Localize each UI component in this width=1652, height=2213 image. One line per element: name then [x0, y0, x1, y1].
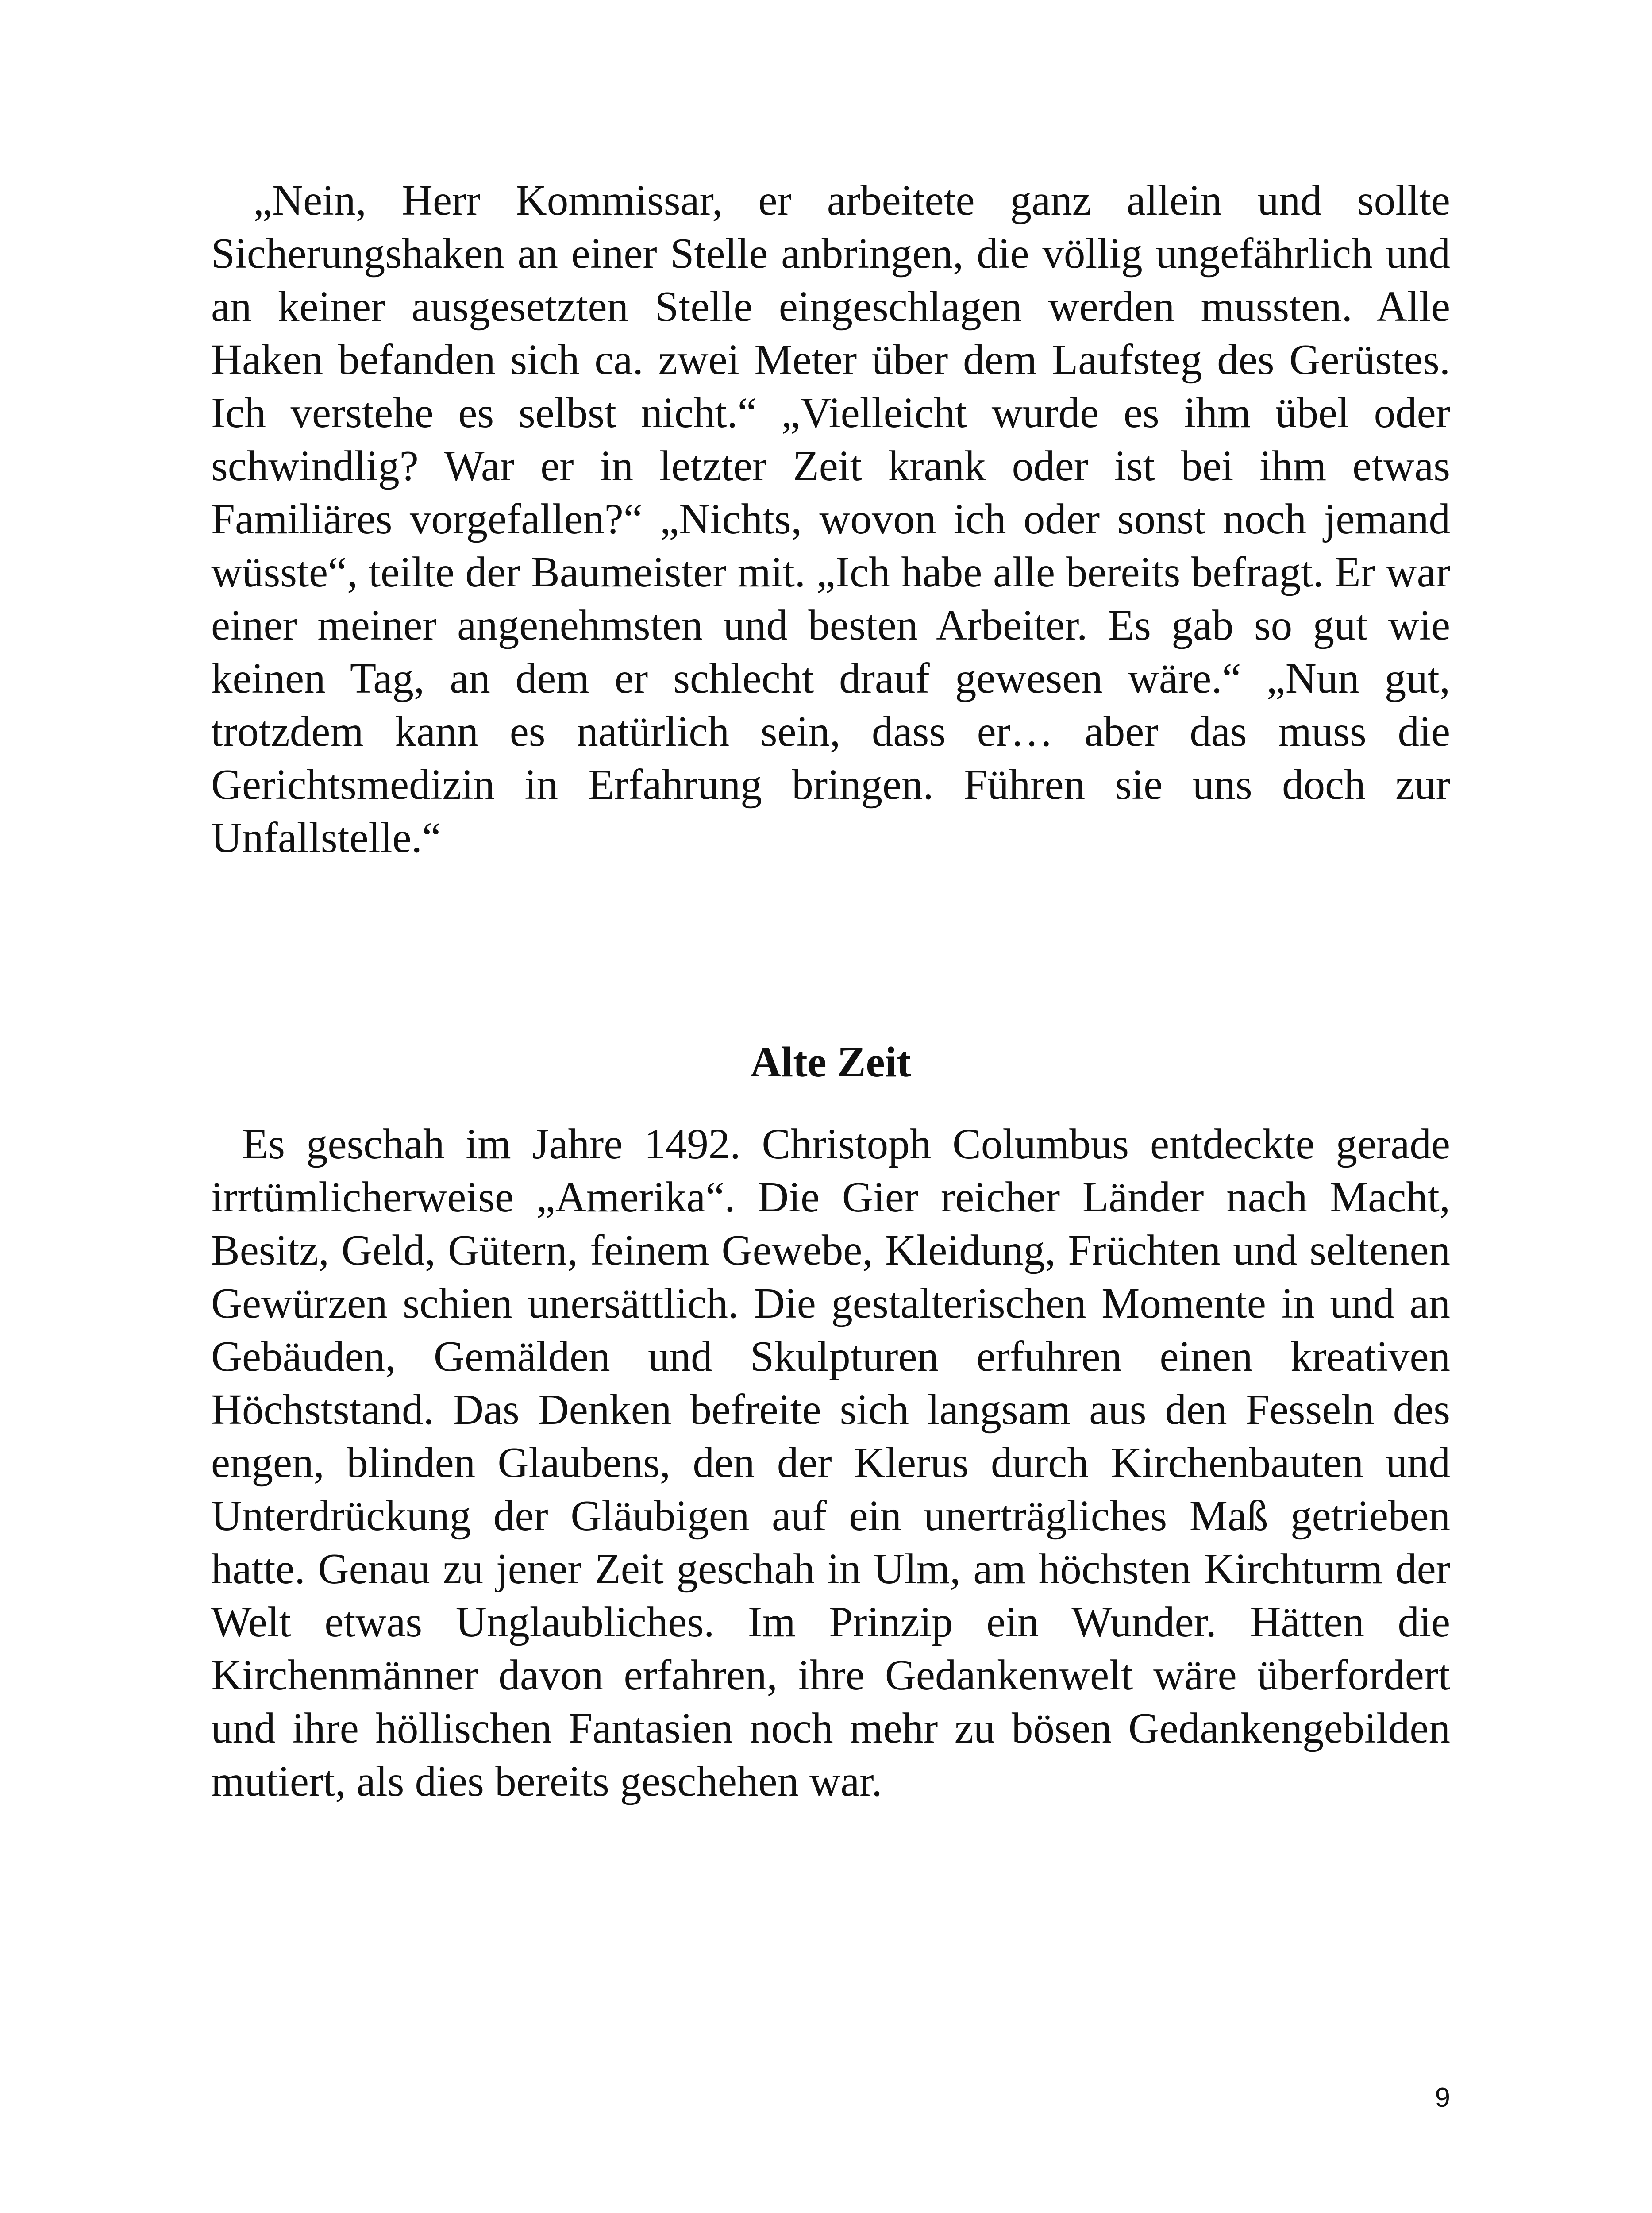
page-number: 9: [1435, 2082, 1450, 2113]
section-heading: Alte Zeit: [750, 1038, 911, 1086]
body-paragraph: Es geschah im Jahre 1492. Christoph Columbus entdeckte gerade irrtümlicherweise „Amerika“. Die Gier reicher Länder nach Macht, Besitz, Geld, Gütern, feinem Gewebe, Kleidung, Früchten und seltenen Gewürzen schien unersättlich. Die gestalterischen Momente in und an Gebäuden, Gemälden und Skulpturen erfuhren einen kreativen Höchststand. Das Denken befreite sich langsam aus den Fesseln des engen, blinden Glaubens, den der Klerus durch Kirchenbauten und Unterdrückung der Gläubigen auf ein unerträgliches Maß getrieben hatte. Genau zu jener Zeit geschah in Ulm, am höchsten Kirchturm der Welt etwas Unglaubliches. Im Prinzip ein Wunder. Hätten die Kirchenmänner davon erfahren, ihre Gedankenwelt wäre überfordert und ihre höllischen Fantasien noch mehr zu bösen Gedankengebilden mutiert, als dies bereits geschehen war.: [211, 1120, 1450, 1805]
dialogue-paragraph: „Nein, Herr Kommissar, er arbeitete ganz allein und sollte Sicherungshaken an einer Stelle anbringen, die völlig ungefährlich und an keiner ausgesetzten Stelle eingeschlagen werden mussten. Alle Haken befanden sich ca. zwei Meter über dem Laufsteg des Gerüstes. Ich verstehe es selbst nicht.“ „Vielleicht wurde es ihm übel oder schwindlig? War er in letzter Zeit krank oder ist bei ihm etwas Familiäres vorgefallen?“ „Nichts, wovon ich oder sonst noch jemand wüsste“, teilte der Baumeister mit. „Ich habe alle bereits befragt. Er war einer meiner angenehmsten und besten Arbeiter. Es gab so gut wie keinen Tag, an dem er schlecht drauf gewesen wäre.“ „Nun gut, trotzdem kann es natürlich sein, dass er… aber das muss die Gerichtsmedizin in Erfahrung bringen. Führen sie uns doch zur Unfallstelle.“: [211, 177, 1450, 861]
